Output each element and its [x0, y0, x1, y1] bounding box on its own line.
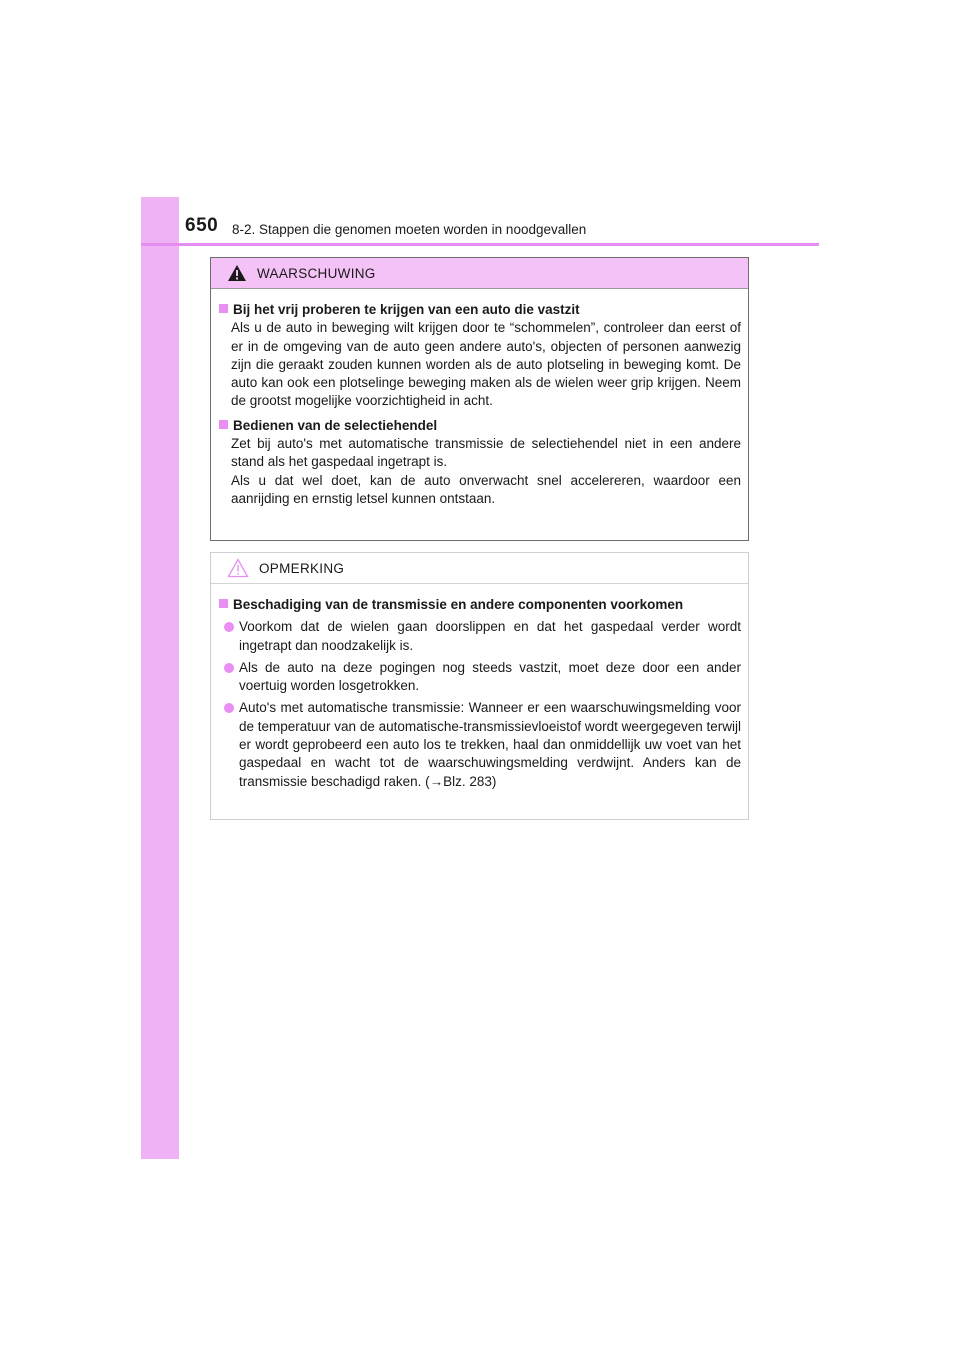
square-bullet-icon: [219, 420, 228, 429]
round-bullet-icon: [224, 622, 234, 632]
warning-topic-text: Zet bij auto's met automatische transmissie de selectiehendel niet in een andere stand als het gaspedaal ingetrapt is. Als u dat wel doet, kan de auto onverwacht snel accelereren, waardoor een aanrijding en ernstig letsel kunnen ontstaan.: [231, 436, 741, 506]
list-item: Auto's met automatische transmissie: Wanneer er een waarschuwingsmelding voor de temperatuur van de automatische-transmissievloeistof wordt weergegeven terwijl er wordt geprobeerd een auto los te trekken, haal dan onmiddellijk uw voet van het gaspedaal en wacht tot de waarschuwingsmelding verdwijnt. Anders kan de transmissie beschadigd raken. (→Blz. 283): [219, 699, 741, 790]
square-bullet-icon: [219, 599, 228, 608]
notice-box-header: [211, 553, 748, 584]
warning-box: [210, 257, 749, 541]
round-bullet-icon: [224, 663, 234, 673]
warning-body: [211, 289, 748, 508]
caution-triangle-outline-icon: [227, 558, 249, 578]
section-title: 8-2. Stappen die genomen moeten worden in noodgevallen: [232, 222, 587, 237]
notice-topic-heading: Beschadiging van de transmissie en andere componenten voorkomen: [219, 596, 741, 614]
warning-title: WAARSCHUWING: [257, 265, 376, 281]
notice-title: OPMERKING: [259, 560, 345, 576]
warning-topic-heading: Bedienen van de selectiehendel: [219, 417, 741, 435]
warning-topic-text: Als u de auto in beweging wilt krijgen door te “schommelen”, controleer dan eerst of er in de omgeving van de auto geen andere auto's, objecten of personen aanwezig zijn die geraakt zouden kunnen worden als de auto plotseling in beweging komt. De auto kan ook een plotselinge beweging maken als de wielen weer grip krijgen. Neem de grootst mogelijke voorzichtigheid in acht.: [231, 320, 741, 409]
list-item: Voorkom dat de wielen gaan doorslippen en dat het gaspedaal verder wordt ingetrapt dan noodzakelijk is.: [219, 618, 741, 655]
round-bullet-icon: [224, 703, 234, 713]
side-tab-band: [141, 197, 179, 1159]
warning-triangle-icon: [227, 264, 247, 282]
notice-box: [210, 552, 749, 820]
header-rule: [141, 243, 819, 246]
page-number: 650: [185, 215, 219, 236]
notice-body: [211, 584, 748, 791]
list-item: Als de auto na deze pogingen nog steeds vastzit, moet deze door een ander voertuig worden losgetrokken.: [219, 659, 741, 696]
square-bullet-icon: [219, 304, 228, 313]
warning-box-header: [211, 258, 748, 289]
warning-topic-heading: Bij het vrij proberen te krijgen van een auto die vastzit: [219, 301, 741, 319]
